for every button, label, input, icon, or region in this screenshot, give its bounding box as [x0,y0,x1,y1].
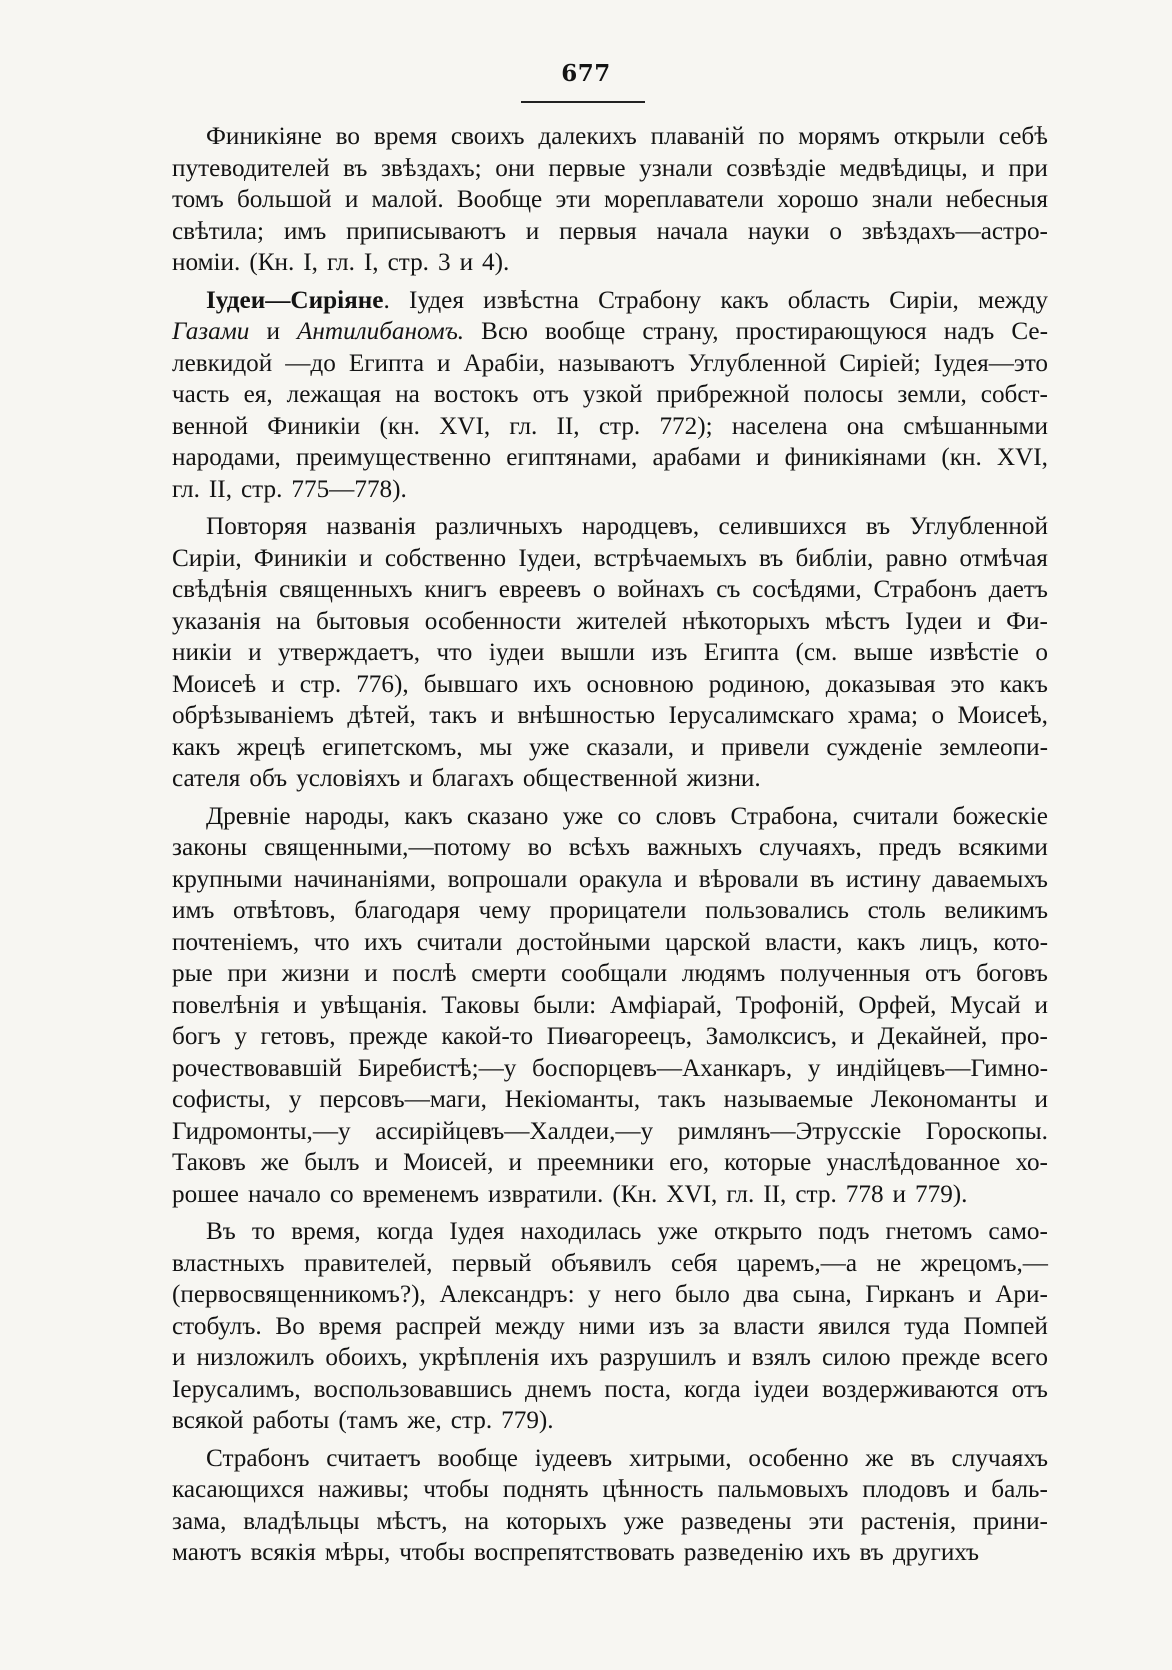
paragraph [172,511,1048,795]
text-line: Моисеѣ и стр. 776), бывшаго ихъ основною родиною, доказывая это какъ [172,670,1048,698]
text-line: свѣдѣнія священныхъ книгъ евреевъ о войнахъ съ сосѣдями, Страбонъ даетъ [172,576,1048,603]
text-line: Гидромонты,—у ассирійцевъ—Халдеи,—у римлянъ—Этрусскіе Гороскопы. [172,1117,1048,1145]
text-line: Повторяя названія различныхъ народцевъ, селившихся въ Углубленной [206,513,1048,540]
text-line: Въ то время, когда Іудея находилась уже открыто подъ гнетомъ само- [206,1218,1048,1245]
text-line: Таковъ же былъ и Моисей, и преемники его, которые унаслѣдованное хо- [172,1149,1048,1176]
text-line: сателя объ условіяхъ и благахъ общественной жизни. [172,765,761,792]
body-text [172,121,1048,1569]
text-line: томъ большой и малой. Вообще эти мореплаватели хорошо знали небесныя [172,186,1048,213]
paragraph [172,121,1048,279]
paragraph [172,1443,1048,1569]
text-line: богъ у гетовъ, прежде какой-то Пиѳагореецъ, Замолксисъ, и Декайней, про- [172,1023,1048,1050]
text-line: (первосвященникомъ?), Александръ: у него было два сына, Гирканъ и Ари- [172,1281,1048,1308]
text-line: Іерусалимъ, воспользовавшись днемъ поста, когда іудеи воздерживаются отъ [172,1375,1048,1403]
page-number-rule [521,101,645,103]
text-line: гл. II, стр. 775—778). [172,475,407,503]
text-line: почтеніемъ, что ихъ считали достойными царской власти, какъ лицъ, кото- [172,928,1048,956]
text-line: крупными начинаніями, вопрошали оракула и вѣровали въ истину даваемыхъ [172,865,1048,893]
text-line: всякой работы (тамъ же, стр. 779). [172,1407,554,1434]
text-line: народами, преимущественно египтянами, арабами и финикіянами (кн. XVI, [172,444,1048,471]
text-line: никіи и утверждаетъ, что іудеи вышли изъ Египта (см. выше извѣстіе о [172,639,1048,666]
text-line: рочествовавшій Биребистѣ;—у боспорцевъ—Аханкаръ, у индійцевъ—Гимно- [172,1054,1048,1082]
text-line: Іудеи—Сиріяне. Іудея извѣстна Страбону какъ область Сиріи, между [172,285,1048,317]
text-line: рые при жизни и послѣ смерти сообщали людямъ полученныя отъ боговъ [172,960,1048,987]
text-line: Древніе народы, какъ сказано уже со словъ Страбона, считали божескіе [206,802,1048,830]
paragraph [172,801,1048,1211]
text-line: обрѣзываніемъ дѣтей, такъ и внѣшностью Іерусалимскаго храма; о Моисеѣ, [172,702,1048,729]
text-line: маютъ всякія мѣры, чтобы воспрепятствовать разведенію ихъ въ другихъ [172,1539,979,1566]
text-line: Газами и Антилибаномъ. Всю вообще страну, простирающуюся надъ Се- [172,318,1048,345]
paragraph [172,285,1048,506]
text-line: повелѣнія и увѣщанія. Таковы были: Амфіарай, Трофоній, Орфей, Мусай и [172,991,1048,1019]
text-line: стобулъ. Во время распрей между ними изъ за власти явился туда Помпей [172,1312,1048,1340]
text-line: властныхъ правителей, первый объявилъ себя царемъ,—а не жрецомъ,— [172,1249,1048,1277]
text-line: левкидой —до Египта и Арабіи, называютъ Углубленной Сиріей; Іудея—это [172,349,1048,377]
text-line: рошее начало со временемъ извратили. (Кн. XVI, гл. II, стр. 778 и 779). [172,1180,968,1208]
text-line: софисты, у персовъ—маги, Некіоманты, такъ называемые Лекономанты и [172,1086,1048,1113]
text-line: зама, владѣльцы мѣстъ, на которыхъ уже разведены эти растенія, прини- [172,1507,1048,1535]
text-line: законы священными,—потому во всѣхъ важныхъ случаяхъ, предъ всякими [172,834,1048,861]
text-line: номіи. (Кн. I, гл. I, стр. 3 и 4). [172,249,510,276]
page-number: 677 [561,60,611,87]
text-line: часть ея, лежащая на востокъ отъ узкой прибрежной полосы земли, собст- [172,381,1048,408]
text-line: венной Финикіи (кн. XVI, гл. II, стр. 772); населена она смѣшанными [172,412,1048,440]
paragraph [172,1216,1048,1437]
text-line: какъ жрецѣ египетскомъ, мы уже сказали, и привели сужденіе землеопи- [172,733,1048,761]
text-line: Финикіяне во время своихъ далекихъ плаваній по морямъ открыли себѣ [206,123,1048,150]
text-line: путеводителей въ звѣздахъ; они первые узнали созвѣздіе медвѣдицы, и при [172,154,1048,182]
run-in-heading: Іудеи—Сиріяне [206,286,384,314]
text-line: свѣтила; имъ приписываютъ и первыя начала науки о звѣздахъ—астро- [172,217,1048,245]
text-line: касающихся наживы; чтобы поднять цѣнность пальмовыхъ плодовъ и баль- [172,1476,1048,1503]
text-line: указанія на бытовыя особенности жителей нѣкоторыхъ мѣстъ Іудеи и Фи- [172,607,1048,635]
text-line: Страбонъ считаетъ вообще іудеевъ хитрыми, особенно же въ случаяхъ [206,1444,1048,1472]
text-line: и низложилъ обоихъ, укрѣпленія ихъ разрушилъ и взялъ силою прежде всего [172,1344,1048,1371]
text-line: имъ отвѣтовъ, благодаря чему прорицатели пользовались столь великимъ [172,897,1048,924]
text-line: Сиріи, Финикіи и собственно Іудеи, встрѣчаемыхъ въ библіи, равно отмѣчая [172,544,1048,572]
